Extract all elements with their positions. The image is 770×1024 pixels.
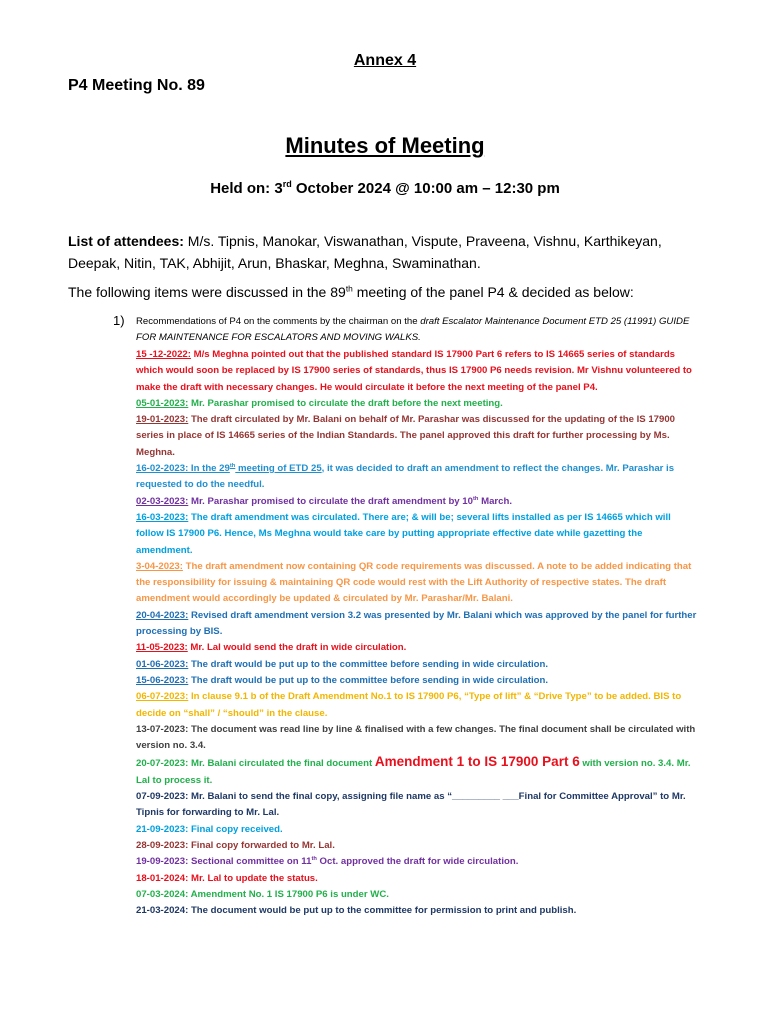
log-entry [136,461,701,494]
entry-text: The draft would be put up to the committee before sending in wide circulation. [188,674,549,686]
entry-text-cont: with version no. 3.4. Mr. Lal to process it. [136,758,691,786]
log-entry [136,854,701,870]
entry-text: In clause 9.1 b of the Draft Amendment No.1 to IS 17900 P6, “Type of lift” & “Drive Type” to be added. BIS to decide on “shall” / “should” in the clause. [136,691,682,719]
entry-text: , it was decided to draft an amendment to reflect the changes. Mr. Parashar is requested to do the needful. [136,463,675,491]
entry-date: 21-09-2023: [136,823,189,835]
held-prefix: Held on: 3 [210,180,283,197]
log-entry [136,559,701,608]
log-entry [136,754,701,789]
entry-text: The draft amendment was circulated. There are; & will be; several lifts installed as per IS 14665 which will follow IS 17900 P6. Hence, Ms Meghna would take care by putting appropriate effective date while gazetting the amendment. [136,511,671,556]
entry-date: 19-09-2023: [136,856,189,868]
entry-text: Final copy forwarded to Mr. Lal. [188,839,335,851]
entry-date: 19-01-2023: [136,414,189,426]
log-entry [136,657,701,673]
item-text-italic: draft Escalator Maintenance Document ETD 25 (11991) GUIDE FOR MAINTENANCE FOR ESCALATORS AND MOVING WALKS. [136,316,690,343]
entry-text: The draft circulated by Mr. Balani on behalf of Mr. Parashar was discussed for the updating of the IS 17900 series in place of IS 14665 series of the Indian Standards. The panel approved this draft for further processing by Ms. Meghna. [136,414,676,458]
log-entry [136,887,701,903]
entry-date: 16-03-2023: [136,511,189,523]
entry-date: 05-01-2023: [136,397,189,409]
held-suffix: October 2024 @ 10:00 am – 12:30 pm [291,180,560,197]
entry-date: 28-09-2023: [136,839,189,851]
status-log [136,347,701,919]
entry-date-sup: th [229,462,236,469]
entry-date: 07-03-2024: [136,888,189,900]
entry-date: 20-07-2023: [136,758,189,770]
entry-date: 16-02-2023: In the 29 [136,463,230,475]
log-entry [136,673,701,689]
log-entry [136,347,701,396]
page-title: Minutes of Meeting [285,133,485,158]
log-entry [136,871,701,887]
entry-sup: th [472,495,479,502]
intro-paragraph [68,283,728,301]
entry-text: Final copy received. [188,823,283,835]
entry-date: 02-03-2023: [136,495,189,507]
entry-text: Revised draft amendment version 3.2 was presented by Mr. Balani which was approved by the panel for further processing by BIS. [136,609,697,638]
entry-text: Mr. Lal would send the draft in wide circulation. [187,642,407,654]
log-entry [136,396,701,412]
entry-date-cont: meeting of ETD 25 [235,463,322,475]
entry-text: The draft amendment now containing QR code requirements was discussed. A note to be added indicating that the responsibility for issuing & maintaining QR code would rest with the Lift Authority of respective states. The draft amendment would accordingly be updated & circulated by Mr. Parashar/Mr. Balani. [136,560,692,605]
log-entry [136,412,701,461]
entry-highlight: Amendment 1 to IS 17900 Part 6 [374,754,580,770]
entry-date: 01-06-2023: [136,658,189,670]
entry-date: 3-04-2023: [136,560,183,572]
log-entry [136,689,701,722]
entry-text: Mr. Balani to send the final copy, assigning file name as “_________ ___Final for Committee Approval” to Mr. Tipnis for forwarding to Mr. Lal. [136,791,686,819]
log-entry [136,510,701,559]
entry-date: 15 -12-2022: [136,349,191,360]
entry-text: The draft would be put up to the committee before sending in wide circulation. [188,658,549,670]
entry-text: Mr. Parashar promised to circulate the draft before the next meeting. [188,397,503,409]
entry-text-cont: Oct. approved the draft for wide circulation. [316,856,519,868]
entry-date: 11-05-2023: [136,642,188,654]
intro-suffix: meeting of the panel P4 & decided as below: [352,284,634,300]
intro-sup: th [345,283,353,294]
entry-text: The document was read line by line & finalised with a few changes. The final document shall be circulated with version no. 3.4. [136,723,696,752]
held-on-line [0,180,770,197]
entry-date: 07-09-2023: [136,791,189,803]
log-entry [136,789,701,822]
entry-text-cont: March. [478,495,513,507]
log-entry [136,903,701,919]
entry-text: The document would be put up to the committee for permission to print and publish. [188,905,577,917]
entry-sup: th [311,856,317,863]
intro-prefix: The following items were discussed in the 89 [68,284,346,300]
held-sup: rd [282,179,292,189]
log-entry [136,494,701,510]
entry-text: Mr. Balani circulated the final document [188,758,375,770]
entry-date: 21-03-2024: [136,905,189,917]
entry-text: Mr. Lal to update the status. [188,872,318,884]
entry-text: Mr. Parashar promised to circulate the draft amendment by 10 [188,495,473,507]
log-entry [136,640,701,656]
item-number: 1) [113,313,125,328]
attendees-label: List of attendees: [68,233,184,249]
entry-date: 15-06-2023: [136,674,189,686]
item-text-plain: Recommendations of P4 on the comments by the chairman on the [136,316,421,327]
attendees-paragraph [68,230,708,274]
entry-date: 20-04-2023: [136,609,189,621]
item-description [136,314,701,346]
entry-date: 06-07-2023: [136,691,189,703]
log-entry [136,608,701,641]
entry-date: 18-01-2024: [136,872,189,884]
meeting-number: P4 Meeting No. 89 [68,77,205,94]
entry-text: Amendment No. 1 IS 17900 P6 is under WC. [188,888,389,900]
log-entry [136,838,701,854]
log-entry [136,722,701,755]
entry-text: Sectional committee on 11 [188,856,312,868]
entry-text: M/s Meghna pointed out that the published standard IS 17900 Part 6 refers to IS 14665 series of standards which would soon be replaced by IS 17900 series of standards, thus IS 17900 P6 needs revision. Mr Vishnu volunteered to make the draft with necessary changes. He would circulate it before the next meeting of the panel P4. [136,349,692,393]
log-entry [136,822,701,838]
entry-date: 13-07-2023: [136,723,189,735]
attendees-names: M/s. Tipnis, Manokar, Viswanathan, Vispute, Praveena, Vishnu, Karthikeyan, Deepak, Nitin, TAK, Abhijit, Arun, Bhaskar, Meghna, Swaminathan. [68,233,662,271]
annex-heading: Annex 4 [353,52,417,69]
